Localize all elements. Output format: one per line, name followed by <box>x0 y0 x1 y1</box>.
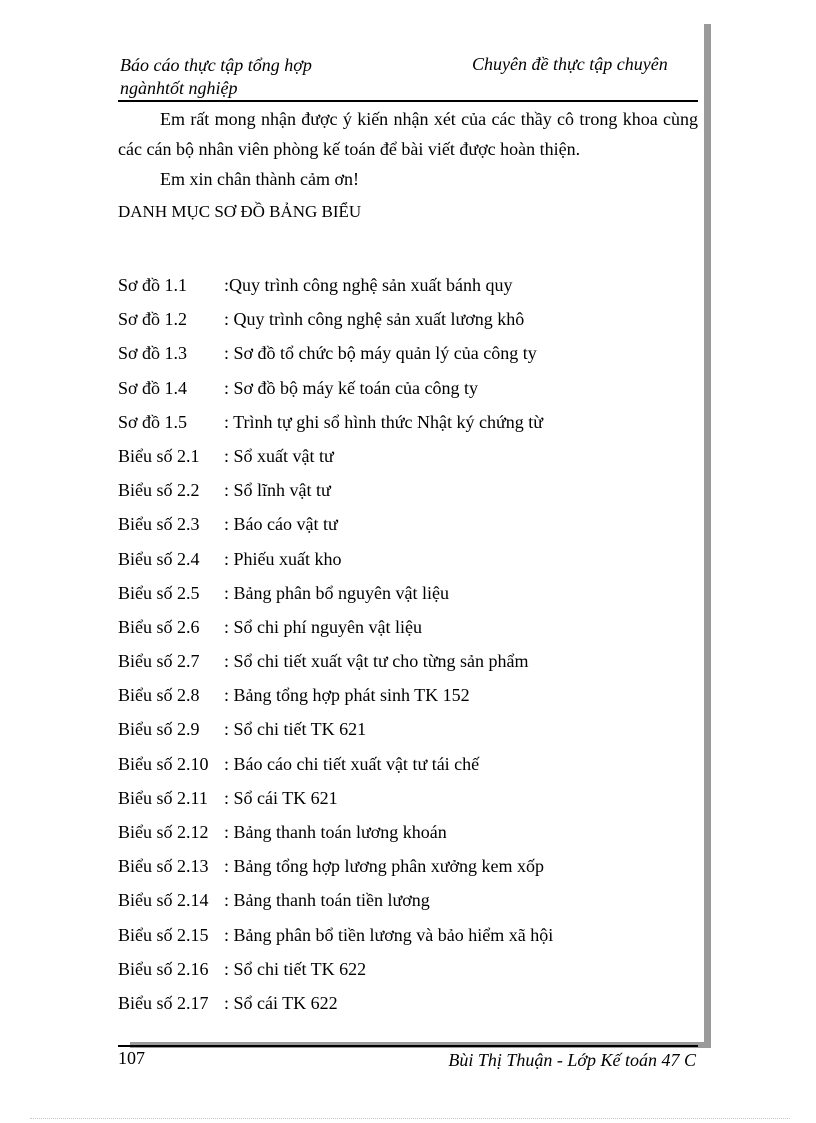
paragraph-1: Em rất mong nhận được ý kiến nhận xét của các thầy cô trong khoa cùng các cán bộ nhân viên phòng kế toán để bài viết được hoàn thiện. <box>118 109 698 159</box>
list-item-code: Sơ đồ 1.3 <box>118 343 188 364</box>
header-rule <box>118 100 698 102</box>
list-item-title: :Quy trình công nghệ sản xuất bánh quy <box>224 275 513 295</box>
list-item-title: : Sổ chi tiết xuất vật tư cho từng sản phẩm <box>224 651 529 672</box>
list-item-code: Biểu số 2.3 <box>118 514 200 535</box>
list-item-title: : Bảng phân bổ tiền lương và bảo hiểm xã hội <box>224 924 554 945</box>
list-item-code: Biểu số 2.12 <box>118 822 209 842</box>
list-item-code: Sơ đồ 1.2 <box>118 309 188 330</box>
body-text <box>118 104 698 194</box>
list-item-title: : Trình tự ghi sổ hình thức Nhật ký chứng từ <box>224 411 544 432</box>
list-item-code: Biểu số 2.5 <box>118 582 200 603</box>
list-item <box>118 886 678 920</box>
list-item <box>118 339 678 373</box>
figure-list <box>118 271 678 1023</box>
list-item-title: : Sơ đồ bộ máy kế toán của công ty <box>224 377 478 398</box>
page-edge-dotted-line <box>30 1118 790 1119</box>
list-item <box>118 921 678 955</box>
list-item <box>118 510 678 544</box>
list-item <box>118 681 678 715</box>
footer-rule <box>118 1045 698 1047</box>
list-item <box>118 579 678 613</box>
list-item <box>118 271 678 305</box>
list-item-title: : Sổ xuất vật tư <box>224 445 334 466</box>
header-right: Chuyên đề thực tập chuyên <box>472 54 668 74</box>
list-item-code: Sơ đồ 1.5 <box>118 411 188 432</box>
list-item <box>118 715 678 749</box>
list-item-code: Sơ đồ 1.1 <box>118 275 188 295</box>
list-item-title: : Bảng tổng hợp lương phân xưởng kem xốp <box>224 856 545 877</box>
paragraph-2: Em xin chân thành cảm ơn! <box>160 169 359 189</box>
list-item-title: : Báo cáo vật tư <box>224 514 338 535</box>
list-item-title: : Báo cáo chi tiết xuất vật tư tái chế <box>224 753 480 774</box>
list-item <box>118 955 678 989</box>
list-item-code: Biểu số 2.8 <box>118 685 200 706</box>
list-item-title: : Sổ chi phí nguyên vật liệu <box>224 616 422 637</box>
list-item-title: : Sổ chi tiết TK 621 <box>224 719 367 740</box>
list-item-code: Biểu số 2.16 <box>118 958 209 979</box>
header-left-line2: ngànhtốt nghiệp <box>120 78 238 98</box>
list-item-code: Biểu số 2.9 <box>118 719 200 740</box>
list-item-code: Biểu số 2.2 <box>118 480 200 501</box>
list-item-title: : Bảng phân bổ nguyên vật liệu <box>224 582 449 603</box>
list-item-code: Biểu số 2.6 <box>118 616 200 637</box>
list-item-title: : Sổ cái TK 621 <box>224 787 338 808</box>
list-item-title: : Sổ chi tiết TK 622 <box>224 958 367 979</box>
list-item-title: : Bảng thanh toán lương khoán <box>224 822 447 842</box>
list-item-code: Sơ đồ 1.4 <box>118 377 188 398</box>
header-left-line1: Báo cáo thực tập tổng hợp <box>120 55 312 75</box>
list-item <box>118 442 678 476</box>
page-number: 107 <box>118 1048 145 1068</box>
list-item <box>118 305 678 339</box>
list-item-title: : Sổ cái TK 622 <box>224 992 338 1013</box>
list-item-title: : Bảng thanh toán tiền lương <box>224 890 430 911</box>
list-item <box>118 852 678 886</box>
list-item-code: Biểu số 2.13 <box>118 856 209 877</box>
list-title: DANH MỤC SƠ ĐỒ BẢNG BIỂU <box>118 202 362 221</box>
list-item-title: : Bảng tổng hợp phát sinh TK 152 <box>224 685 470 706</box>
list-item-title: : Quy trình công nghệ sản xuất lương khô <box>224 309 525 330</box>
list-item <box>118 989 678 1023</box>
list-item <box>118 545 678 579</box>
list-item-code: Biểu số 2.17 <box>118 992 209 1013</box>
list-item-code: Biểu số 2.14 <box>118 890 209 911</box>
footer-author: Bùi Thị Thuận - Lớp Kế toán 47 C <box>448 1050 696 1070</box>
list-item <box>118 374 678 408</box>
list-item <box>118 784 678 818</box>
list-item-code: Biểu số 2.15 <box>118 924 209 945</box>
list-item-code: Biểu số 2.1 <box>118 445 200 466</box>
list-item-code: Biểu số 2.10 <box>118 753 209 774</box>
list-item <box>118 818 678 852</box>
list-item <box>118 647 678 681</box>
list-item-title: : Phiếu xuất kho <box>224 548 342 569</box>
list-item-title: : Sổ lĩnh vật tư <box>224 480 331 501</box>
header-left <box>120 54 420 100</box>
list-item <box>118 476 678 510</box>
list-item-title: : Sơ đồ tổ chức bộ máy quản lý của công ty <box>224 343 537 364</box>
list-item-code: Biểu số 2.4 <box>118 548 200 569</box>
list-item <box>118 408 678 442</box>
list-item <box>118 613 678 647</box>
list-item-code: Biểu số 2.11 <box>118 787 208 808</box>
list-item <box>118 750 678 784</box>
list-item-code: Biểu số 2.7 <box>118 651 200 672</box>
page-shadow-right <box>704 24 711 1048</box>
